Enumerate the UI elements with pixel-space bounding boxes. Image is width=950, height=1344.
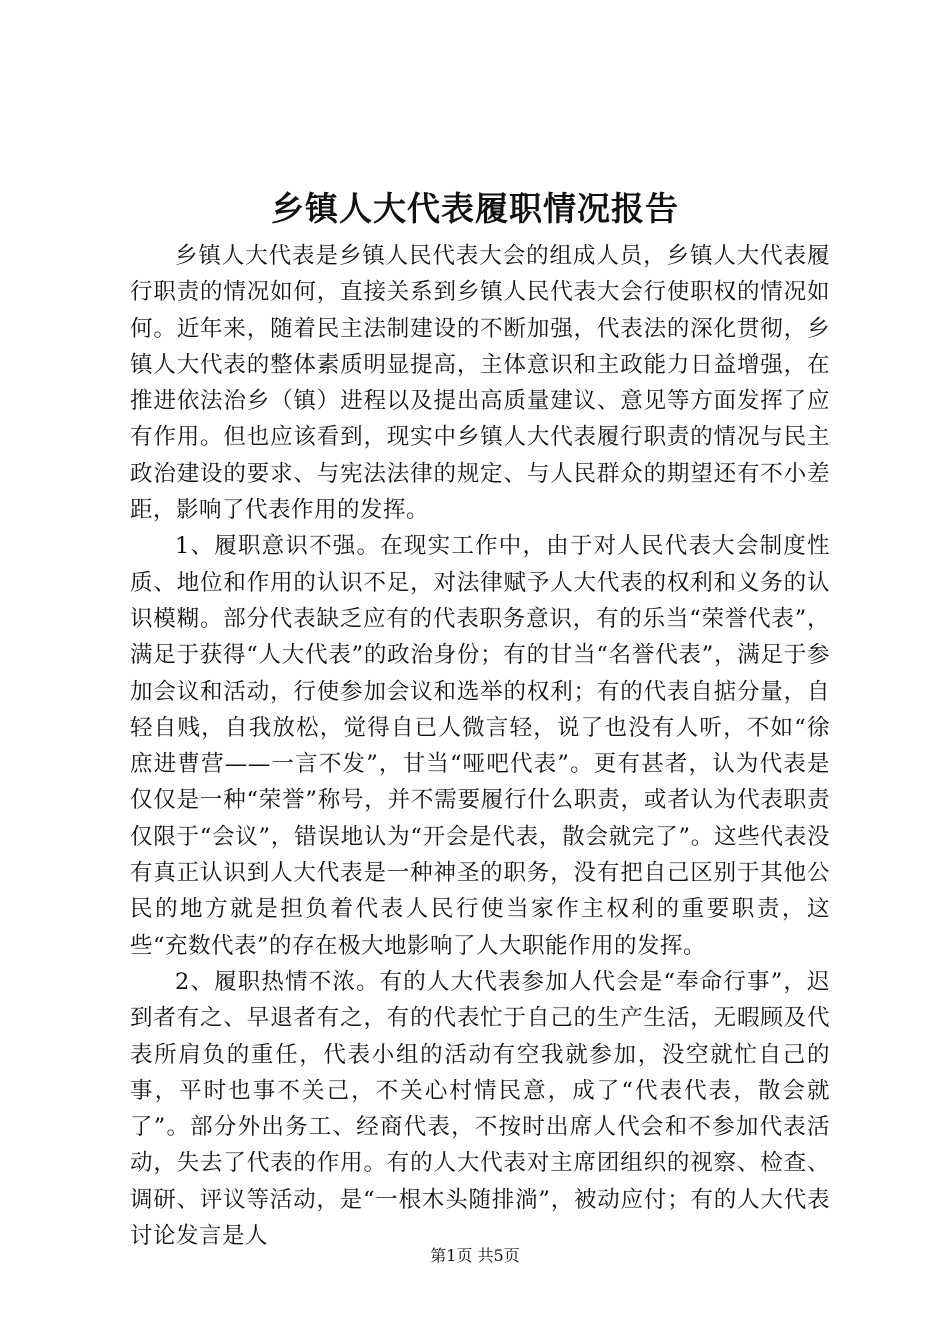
page-footer: 第1页 共5页 (430, 1246, 520, 1265)
paragraph-point-1: 1、履职意识不强。在现实工作中，由于对人民代表大会制度性质、地位和作用的认识不足，对法律赋予人大代表的权利和义务的认识模糊。部分代表缺乏应有的代表职务意识，有的乐当“荣誉代表”，满足于获得“人大代表”的政治身份；有的甘当“名誉代表”，满足于参加会议和活动，行使参加会议和选举的权利；有的代表自掂分量，自轻自贱，自我放松，觉得自已人微言轻，说了也没有人听，不如“徐庶进曹营——一言不发”，甘当“哑吧代表”。更有甚者，认为代表是仅仅是一种“荣誉”称号，并不需要履行什么职责，或者认为代表职责仅限于“会议”，错误地认为“开会是代表，散会就完了”。这些代表没有真正认识到人大代表是一种神圣的职务，没有把自己区别于其他公民的地方就是担负着代表人民行使当家作主权利的重要职责，这些“充数代表”的存在极大地影响了人大职能作用的发挥。 (130, 533, 830, 959)
document-body (130, 238, 830, 1254)
paragraph-intro: 乡镇人大代表是乡镇人民代表大会的组成人员，乡镇人大代表履行职责的情况如何，直接关系到乡镇人民代表大会行使职权的情况如何。近年来，随着民主法制建设的不断加强，代表法的深化贯彻，乡镇人大代表的整体素质明显提高，主体意识和主政能力日益增强，在推进依法治乡（镇）进程以及提出高质量建议、意见等方面发挥了应有作用。但也应该看到，现实中乡镇人大代表履行职责的情况与民主政治建设的要求、与宪法法律的规定、与人民群众的期望还有不小差距，影响了代表作用的发挥。 (130, 243, 830, 524)
paragraph-point-2: 2、履职热情不浓。有的人大代表参加人代会是“奉命行事”，迟到者有之、早退者有之，有的代表忙于自己的生产生活，无暇顾及代表所肩负的重任，代表小组的活动有空我就参加，没空就忙自己的事，平时也事不关己，不关心村情民意，成了“代表代表，散会就了”。部分外出务工、经商代表，不按时出席人代会和不参加代表活动，失去了代表的作用。有的人大代表对主席团组织的视察、检查、调研、评议等活动，是“一根木头随排淌”，被动应付；有的人大代表讨论发言是人 (130, 968, 830, 1250)
document-title: 乡镇人大代表履职情况报告 (271, 189, 679, 228)
